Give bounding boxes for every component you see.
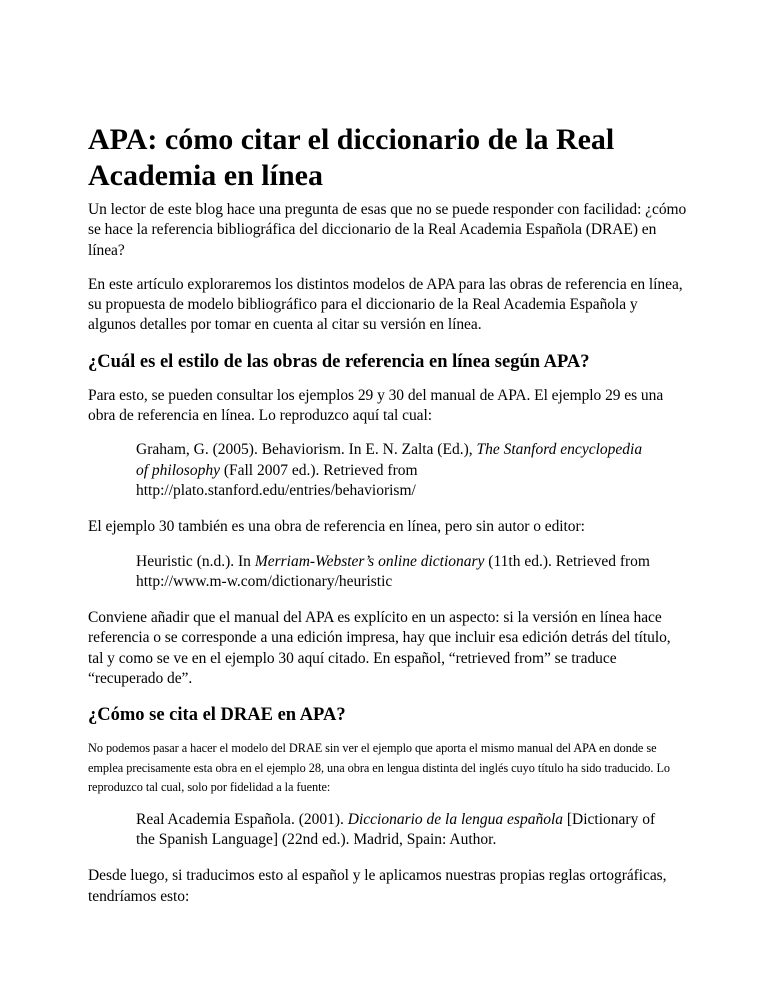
intro-paragraph-1: Un lector de este blog hace una pregunta de esas que no se puede responder con facilidad: ¿cómo se hace la referencia bibliográfica del diccionario de la Real Academia Española (DRAE) en línea?	[88, 201, 687, 259]
document-page	[88, 122, 688, 921]
section1-paragraph-3: Conviene añadir que el manual del APA es explícito en un aspecto: si la versión en línea hace referencia o se corresponde a una edición impresa, hay que incluir esa edición detrás del título, tal y como se ve en el ejemplo 30 aquí citado. En español, “retrieved from” se traduce “recuperado de”.	[88, 609, 671, 688]
page-title: APA: cómo citar el diccionario de la Real Academia en línea	[88, 123, 615, 192]
ref2-text-end: (11th ed.). Retrieved from http://www.m-w.com/dictionary/heuristic	[136, 552, 650, 590]
ref1-italic-title: The Stanford encyclopedia of philosophy	[136, 441, 643, 479]
ref3-text-end: [Dictionary of the Spanish Language] (22nd ed.). Madrid, Spain: Author.	[136, 810, 656, 849]
section1-paragraph-1: Para esto, se pueden consultar los ejemplos 29 y 30 del manual de APA. El ejemplo 29 es una obra de referencia en línea. Lo reproduzco aquí tal cual:	[88, 386, 664, 425]
section-heading-reference-works: ¿Cuál es el estilo de las obras de referencia en línea según APA?	[88, 351, 590, 372]
ref3-text-start: Real Academia Española. (2001).	[136, 810, 348, 828]
section2-paragraph-1: No podemos pasar a hacer el modelo del DRAE sin ver el ejemplo que aporta el mismo manual del APA en donde se emplea precisamente esta obra en el ejemplo 28, una obra en lengua distinta del inglés cuyo título ha sido traducido. Lo reproduzco tal cual, solo por fidelidad a la fuente:	[88, 741, 671, 795]
section1-paragraph-2: El ejemplo 30 también es una obra de referencia en línea, pero sin autor o editor:	[88, 518, 585, 536]
section-heading-drae: ¿Cómo se cita el DRAE en APA?	[88, 705, 346, 726]
ref2-text-start: Heuristic (n.d.). In	[136, 552, 255, 570]
ref2-italic-title: Merriam-Webster’s online dictionary	[254, 552, 485, 570]
ref1-text-start: Graham, G. (2005). Behaviorism. In E. N. Zalta (Ed.),	[136, 441, 477, 459]
reference-example-30	[136, 552, 656, 593]
ref1-text-end: (Fall 2007 ed.). Retrieved from http://plato.stanford.edu/entries/behaviorism/	[136, 461, 418, 499]
ref3-italic-title: Diccionario de la lengua española	[347, 810, 564, 828]
reference-example-28	[136, 810, 656, 851]
reference-example-29	[136, 440, 656, 501]
intro-paragraph-2: En este artículo exploraremos los distintos modelos de APA para las obras de referencia en línea, su propuesta de modelo bibliográfico para el diccionario de la Real Academia Española y algunos detalles por tomar en cuenta al citar su versión en línea.	[88, 275, 683, 334]
section2-paragraph-2: Desde luego, si traducimos esto al español y le aplicamos nuestras propias reglas ortográficas, tendríamos esto:	[88, 867, 667, 905]
